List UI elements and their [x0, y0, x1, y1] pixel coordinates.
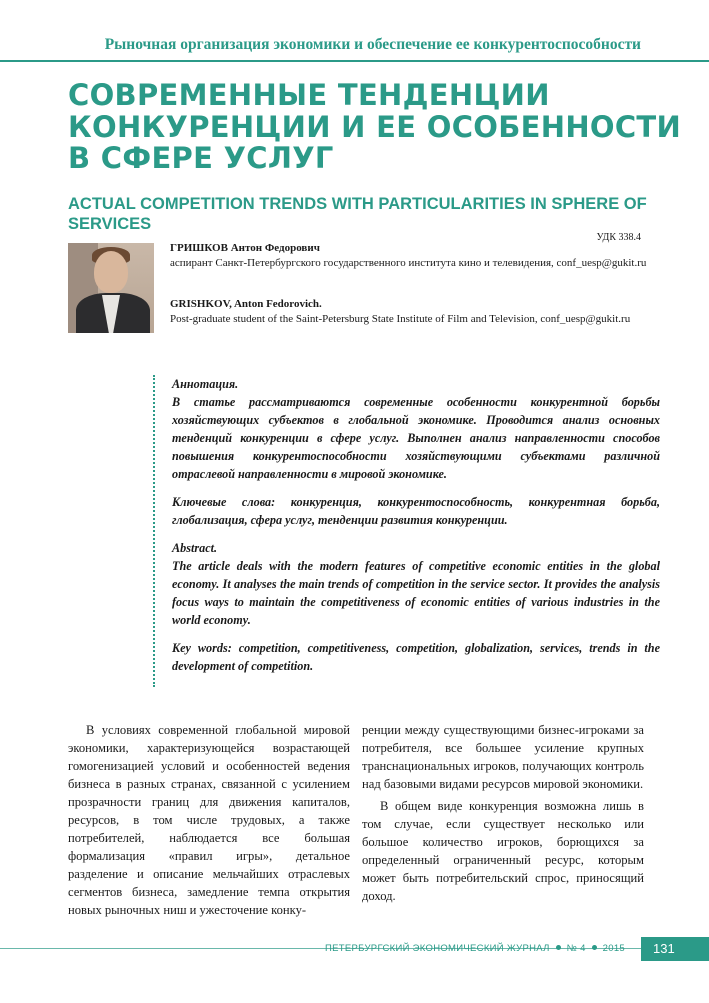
bullet-icon [592, 945, 597, 950]
author-affiliation-ru: аспирант Санкт-Петербургского государственного института кино и телевидения, conf_uesp@gukit.ru [170, 257, 647, 269]
bullet-icon [556, 945, 561, 950]
author-block-ru [170, 241, 650, 271]
body-paragraph: ренции между существующими бизнес-игроками за потребителя, все большее усиление крупных транснациональных игроков, получающих контроль над базовыми видами ресурсов мировой экономики. [362, 723, 644, 791]
abstract-ru-label: Аннотация. [172, 377, 239, 391]
body-paragraph: В общем виде конкуренция возможна лишь в том случае, если существует несколько или большое количество игроков, борющихся за определенный ограниченный ресурс, которым может быть потребительский спрос, приносящий доход. [362, 799, 644, 903]
article-title-en: ACTUAL COMPETITION TRENDS WITH PARTICULARITIES IN SPHERE OF SERVICES [68, 195, 647, 233]
issue-number: № 4 [566, 943, 586, 954]
body-paragraph: В условиях современной глобальной мировой экономики, характеризующейся возрастающей гомогенизацией условий и особенностей ведения бизнеса в разных странах, связанной с усилением прозрачности границ для движения капиталов, ресурсов, в том числе трудовых, а также потребителей, наблюдается все большая формализация «правил игры», детальное разделение и описание мельчайших отраслевых сегментов бизнеса, замедление темпа открытия новых рыночных ниш и ужесточение конку- [68, 723, 350, 917]
page-number: 131 [641, 937, 709, 961]
body-column-left [68, 721, 350, 919]
author-affiliation-en: Post-graduate student of the Saint-Petersburg State Institute of Film and Television, conf_uesp@gukit.ru [170, 313, 631, 325]
abstract-en-text: The article deals with the modern features of competitive economic entities in the global economy. It analyses the main trends of competition in the service sector. It provides the analysis focus ways to maintain the competitiveness of economic entities of various industries in the world economy. [172, 559, 660, 627]
author-block-en [170, 297, 650, 327]
footer-journal-info [325, 943, 625, 954]
journal-name: ПЕТЕРБУРГСКИЙ ЭКОНОМИЧЕСКИЙ ЖУРНАЛ [325, 943, 550, 954]
header-rule [0, 60, 709, 62]
keywords-ru: Ключевые слова: конкуренция, конкурентоспособность, конкурентная борьба, глобализация, сфера услуг, тенденции развития конкуренции. [172, 495, 660, 527]
author-name-en: GRISHKOV, Anton Fedorovich. [170, 298, 322, 310]
author-name-ru: ГРИШКОВ Антон Федорович [170, 242, 320, 254]
issue-year: 2015 [602, 943, 625, 954]
udc-code: УДК 338.4 [596, 232, 641, 243]
abstract-box [153, 375, 660, 687]
author-photo [68, 243, 154, 333]
abstract-en-label: Abstract. [172, 541, 218, 555]
running-head: Рыночная организация экономики и обеспечение ее конкурентоспособности [104, 36, 641, 53]
abstract-ru-text: В статье рассматриваются современные особенности конкурентной борьбы хозяйствующих субъектов в глобальной экономике. Проводится анализ основных тенденций конкуренции в сфере услуг. Выполнен анализ направленности способов повышения конкурентоспособности хозяйствующими субъектами различной отраслевой направленности в мировой экономике. [172, 395, 660, 481]
body-column-right [362, 721, 644, 905]
article-title-ru: СОВРЕМЕННЫЕ ТЕНДЕНЦИИ КОНКУРЕНЦИИ И ЕЕ ОСОБЕННОСТИ В СФЕРЕ УСЛУГ [68, 78, 682, 175]
keywords-en: Key words: competition, competitiveness, competition, globalization, services, trends in the development of competition. [172, 641, 660, 673]
